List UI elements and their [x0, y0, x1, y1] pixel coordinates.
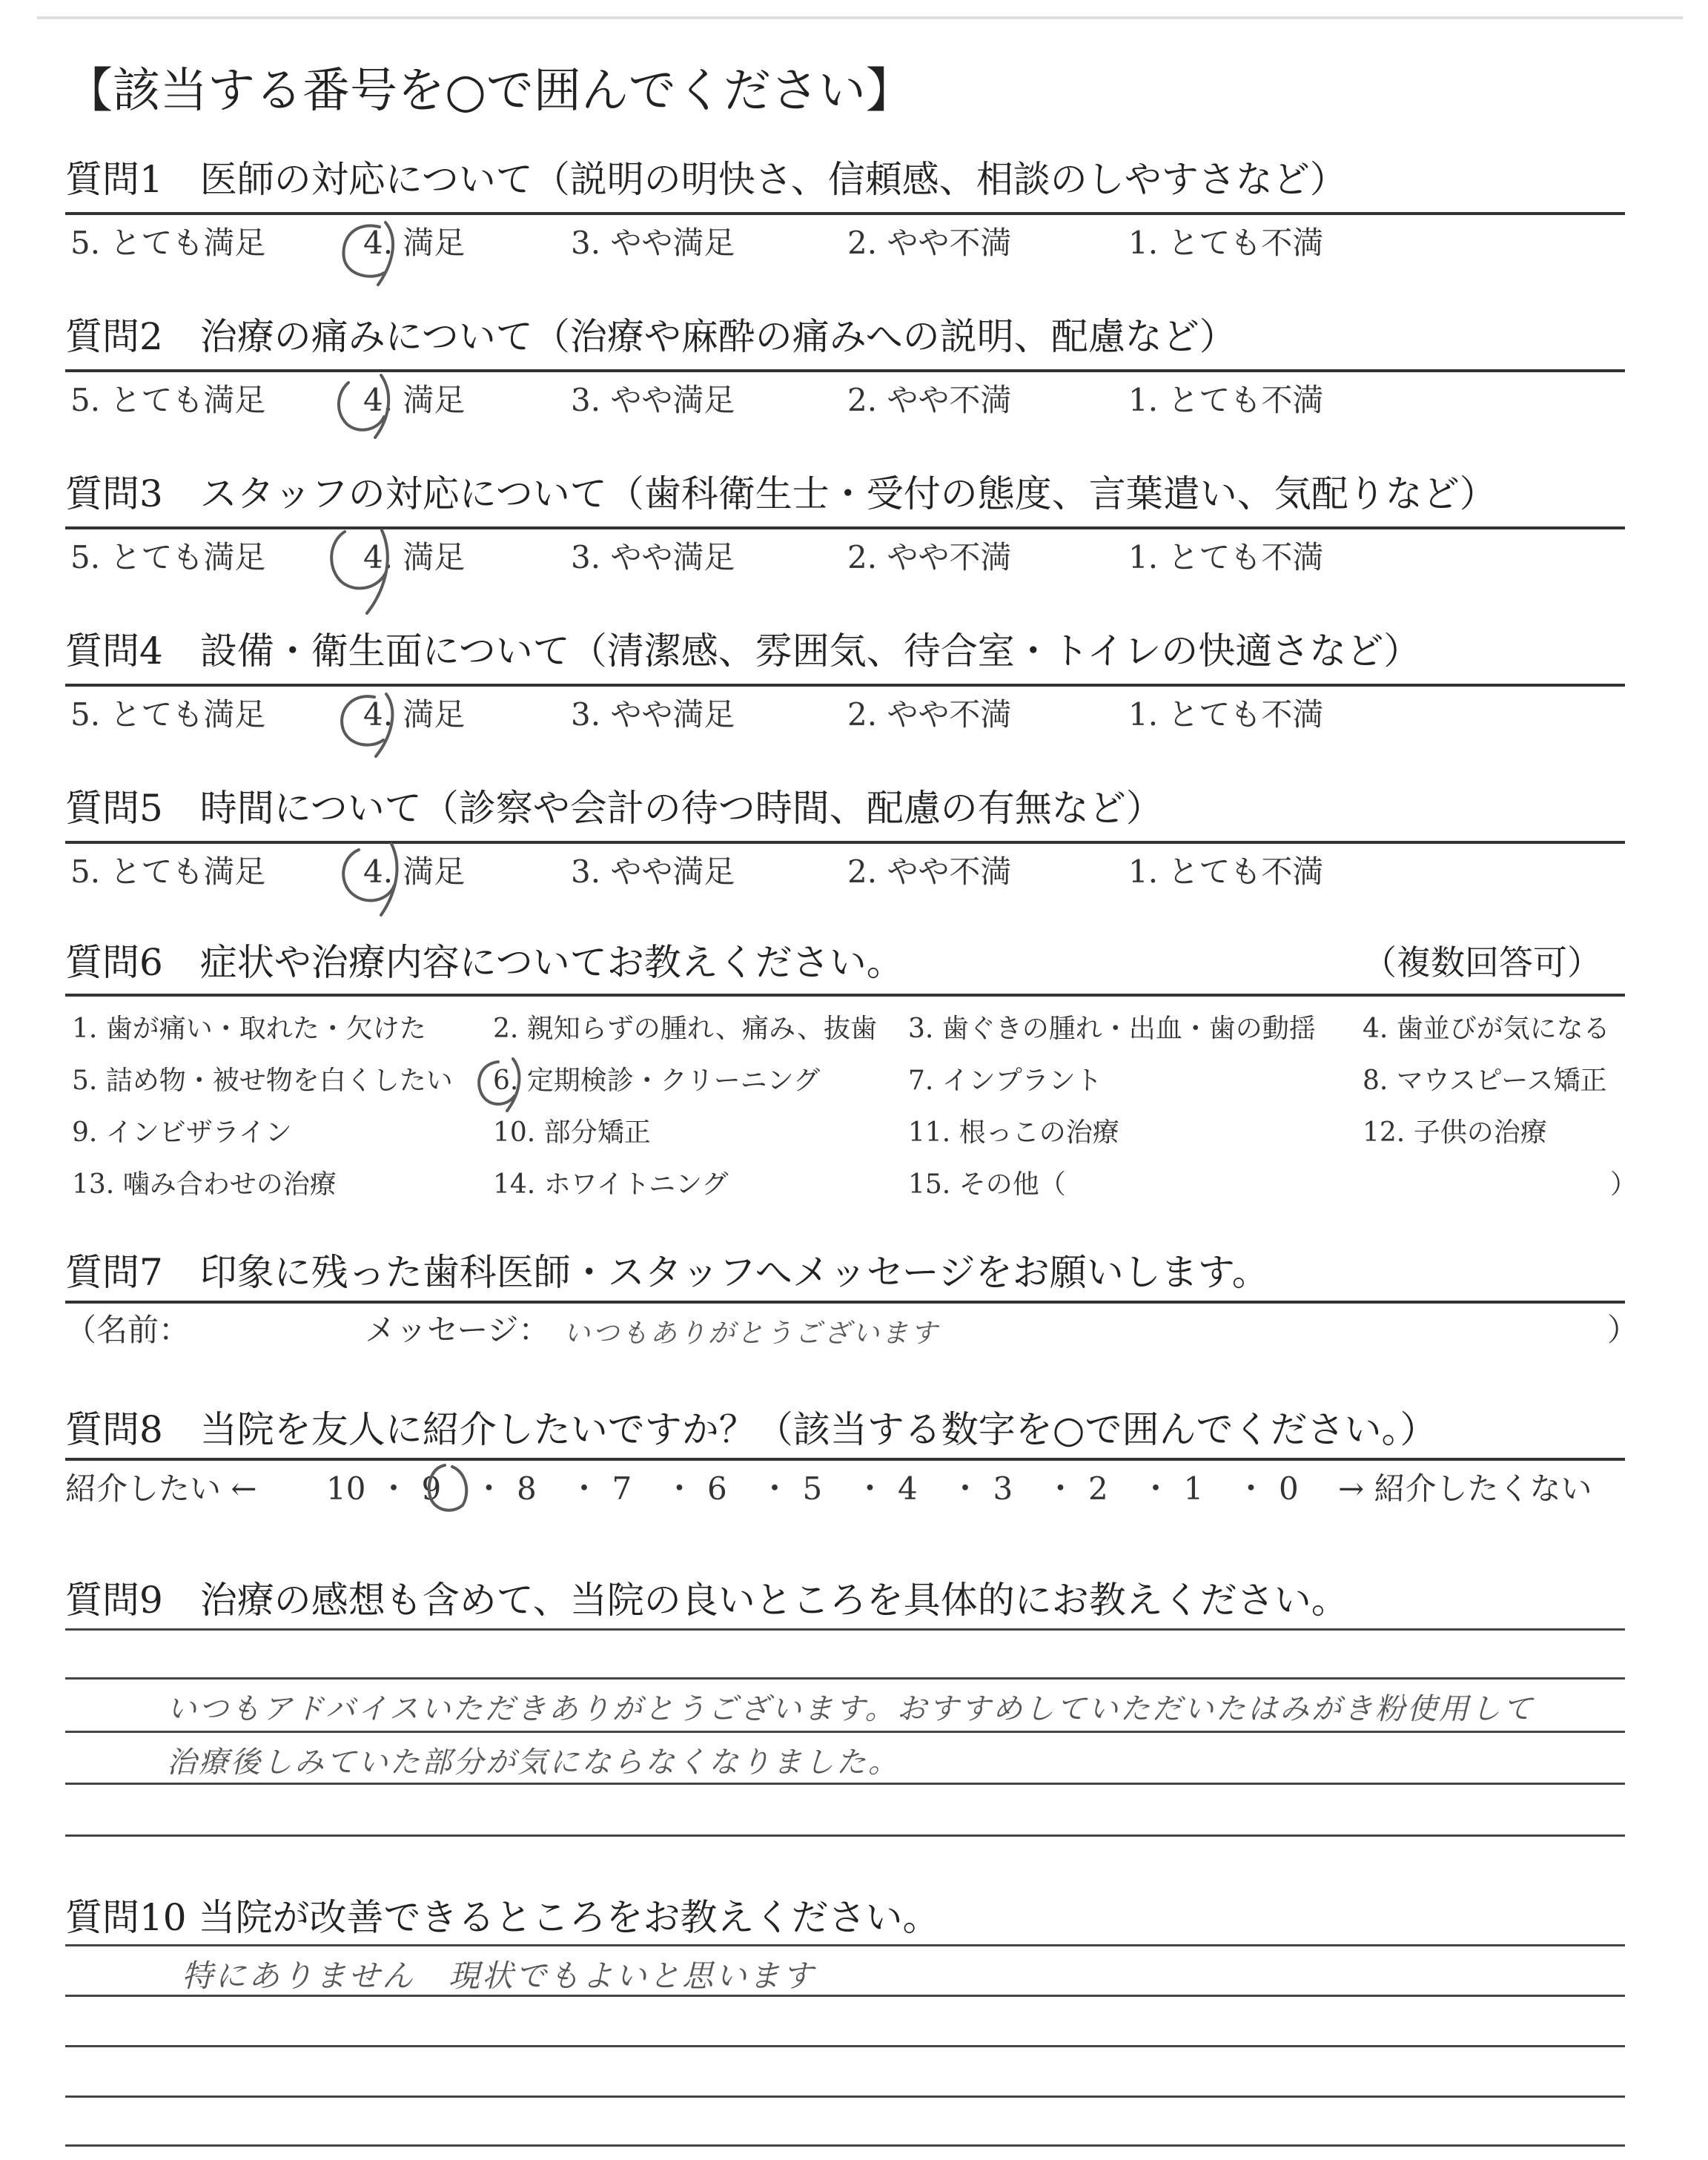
- answer-line: [65, 1677, 1625, 1680]
- q6-option-7[interactable]: 7. インプラント: [908, 1066, 1102, 1096]
- q4-option-3[interactable]: 3. やや満足: [571, 696, 735, 733]
- q2-option-3[interactable]: 3. やや満足: [571, 382, 735, 418]
- q8-left-label: 紹介したい ←: [65, 1470, 257, 1507]
- q5-option-3[interactable]: 3. やや満足: [571, 853, 735, 890]
- q6-option-4[interactable]: 4. 歯並びが気になる: [1363, 1014, 1610, 1044]
- answer-line: [65, 1834, 1625, 1837]
- question-5-title: 質問5 時間について（診察や会計の待つ時間、配慮の有無など）: [65, 787, 1163, 830]
- q6-option-3[interactable]: 3. 歯ぐきの腫れ・出血・歯の動揺: [908, 1014, 1316, 1044]
- q5-option-2[interactable]: 2. やや不満: [847, 853, 1012, 890]
- question-10-title: 質問10 当院が改善できるところをお教えください。: [65, 1896, 940, 1939]
- question-8-title: 質問8 当院を友人に紹介したいですか？（該当する数字を○で囲んでください。）: [65, 1408, 1437, 1451]
- q8-scale-separator: ・: [759, 1470, 791, 1507]
- q8-scale-value[interactable]: 9: [421, 1470, 442, 1507]
- q7-message-handwritten: いつもありがとうございます: [563, 1318, 940, 1349]
- q8-scale-value[interactable]: 5: [802, 1470, 823, 1507]
- q9-answer-line-1: いつもアドバイスいただきありがとうございます。おすすめしていただいたはみがき粉使用して: [167, 1692, 1535, 1726]
- answer-line: [65, 1731, 1625, 1733]
- q8-scale-value[interactable]: 3: [993, 1470, 1013, 1507]
- q2-option-4[interactable]: 4. 満足: [363, 382, 466, 418]
- question-7-title: 質問7 印象に残った歯科医師・スタッフへメッセージをお願いします。: [65, 1251, 1269, 1294]
- q5-option-4[interactable]: 4. 満足: [363, 853, 466, 890]
- answer-line: [65, 2045, 1625, 2047]
- answer-line: [65, 2144, 1625, 2147]
- question-8-rule: [65, 1458, 1625, 1461]
- q8-scale-value[interactable]: 1: [1183, 1470, 1204, 1507]
- q8-scale-separator: ・: [378, 1470, 410, 1507]
- q1-option-3[interactable]: 3. やや満足: [571, 225, 735, 261]
- q6-option-5[interactable]: 5. 詰め物・被せ物を白くしたい: [72, 1066, 453, 1096]
- q1-option-5[interactable]: 5. とても満足: [70, 225, 266, 261]
- answer-line: [65, 2095, 1625, 2098]
- answer-line: [65, 1944, 1625, 1946]
- q3-option-5[interactable]: 5. とても満足: [70, 539, 266, 575]
- question-1-rule: [65, 212, 1625, 215]
- question-6-multiple-note: （複数回答可）: [1363, 942, 1601, 982]
- q4-option-2[interactable]: 2. やや不満: [847, 696, 1012, 733]
- question-4-rule: [65, 684, 1625, 687]
- q6-option-12[interactable]: 12. 子供の治療: [1363, 1117, 1547, 1148]
- q4-option-4[interactable]: 4. 満足: [363, 696, 466, 733]
- q8-right-label: → 紹介したくない: [1338, 1470, 1592, 1507]
- q8-scale-value[interactable]: 4: [898, 1470, 918, 1507]
- question-6-rule: [65, 994, 1625, 997]
- q6-option-9[interactable]: 9. インビザライン: [72, 1117, 292, 1148]
- q8-scale-value[interactable]: 8: [517, 1470, 537, 1507]
- q7-message-label: メッセージ：: [365, 1312, 550, 1348]
- q8-scale-separator: ・: [854, 1470, 886, 1507]
- q8-scale-separator: ・: [1235, 1470, 1267, 1507]
- q10-answer-line-1: 特にありません 現状でもよいと思います: [182, 1958, 816, 1994]
- q2-option-5[interactable]: 5. とても満足: [70, 382, 266, 418]
- q3-option-3[interactable]: 3. やや満足: [571, 539, 735, 575]
- q8-scale-value[interactable]: 2: [1088, 1470, 1108, 1507]
- q4-option-1[interactable]: 1. とても不満: [1128, 696, 1324, 733]
- q3-option-2[interactable]: 2. やや不満: [847, 539, 1012, 575]
- q2-option-1[interactable]: 1. とても不満: [1128, 382, 1324, 418]
- q8-scale-separator: ・: [1140, 1470, 1172, 1507]
- q8-scale-separator: ・: [473, 1470, 505, 1507]
- question-2-rule: [65, 369, 1625, 372]
- q1-option-1[interactable]: 1. とても不満: [1128, 225, 1324, 261]
- q3-option-1[interactable]: 1. とても不満: [1128, 539, 1324, 575]
- q2-option-2[interactable]: 2. やや不満: [847, 382, 1012, 418]
- q1-option-2[interactable]: 2. やや不満: [847, 225, 1012, 261]
- q8-scale-value[interactable]: 10: [326, 1470, 366, 1507]
- q6-option-13[interactable]: 13. 噛み合わせの治療: [72, 1169, 337, 1200]
- top-edge-line: [37, 16, 1683, 19]
- q7-name-label: （名前：: [65, 1312, 191, 1348]
- q7-close-paren: ）: [1607, 1312, 1639, 1348]
- question-7-rule: [65, 1301, 1625, 1304]
- q3-option-4[interactable]: 4. 満足: [363, 539, 466, 575]
- q6-option-2[interactable]: 2. 親知らずの腫れ、痛み、抜歯: [493, 1014, 878, 1044]
- q6-option-15-close: ）: [1610, 1169, 1638, 1200]
- q6-option-14[interactable]: 14. ホワイトニング: [493, 1169, 729, 1200]
- question-9-title: 質問9 治療の感想も含めて、当院の良いところを具体的にお教えください。: [65, 1579, 1348, 1622]
- question-1-title: 質問1 医師の対応について（説明の明快さ、信頼感、相談のしやすさなど）: [65, 158, 1347, 201]
- q9-answer-line-2: 治療後しみていた部分が気にならなくなりました。: [167, 1745, 900, 1780]
- q8-scale-value[interactable]: 6: [707, 1470, 727, 1507]
- question-5-rule: [65, 841, 1625, 844]
- q6-option-15[interactable]: 15. その他（: [908, 1169, 1066, 1200]
- q6-option-11[interactable]: 11. 根っこの治療: [908, 1117, 1119, 1148]
- q8-scale-value[interactable]: 0: [1279, 1470, 1299, 1507]
- q8-scale-separator: ・: [950, 1470, 982, 1507]
- q6-option-1[interactable]: 1. 歯が痛い・取れた・欠けた: [72, 1014, 426, 1044]
- question-6-title: 質問6 症状や治療内容についてお教えください。: [65, 941, 904, 984]
- page-heading: 【該当する番号を○で囲んでください】: [65, 64, 913, 119]
- q6-option-6[interactable]: 6. 定期検診・クリーニング: [493, 1066, 821, 1096]
- q6-option-8[interactable]: 8. マウスピース矯正: [1363, 1066, 1607, 1096]
- q8-scale-value[interactable]: 7: [612, 1470, 632, 1507]
- q5-option-5[interactable]: 5. とても満足: [70, 853, 266, 890]
- q1-option-4[interactable]: 4. 満足: [363, 225, 466, 261]
- q5-option-1[interactable]: 1. とても不満: [1128, 853, 1324, 890]
- question-4-title: 質問4 設備・衛生面について（清潔感、雰囲気、待合室・トイレの快適さなど）: [65, 630, 1421, 673]
- q8-scale-separator: ・: [569, 1470, 600, 1507]
- q4-option-5[interactable]: 5. とても満足: [70, 696, 266, 733]
- q8-scale-separator: ・: [663, 1470, 695, 1507]
- q6-option-10[interactable]: 10. 部分矯正: [493, 1117, 651, 1148]
- question-3-rule: [65, 526, 1625, 529]
- answer-line: [65, 1628, 1625, 1631]
- q8-scale-separator: ・: [1045, 1470, 1076, 1507]
- question-3-title: 質問3 スタッフの対応について（歯科衛生士・受付の態度、言葉遣い、気配りなど）: [65, 472, 1497, 515]
- question-2-title: 質問2 治療の痛みについて（治療や麻酔の痛みへの説明、配慮など）: [65, 315, 1237, 358]
